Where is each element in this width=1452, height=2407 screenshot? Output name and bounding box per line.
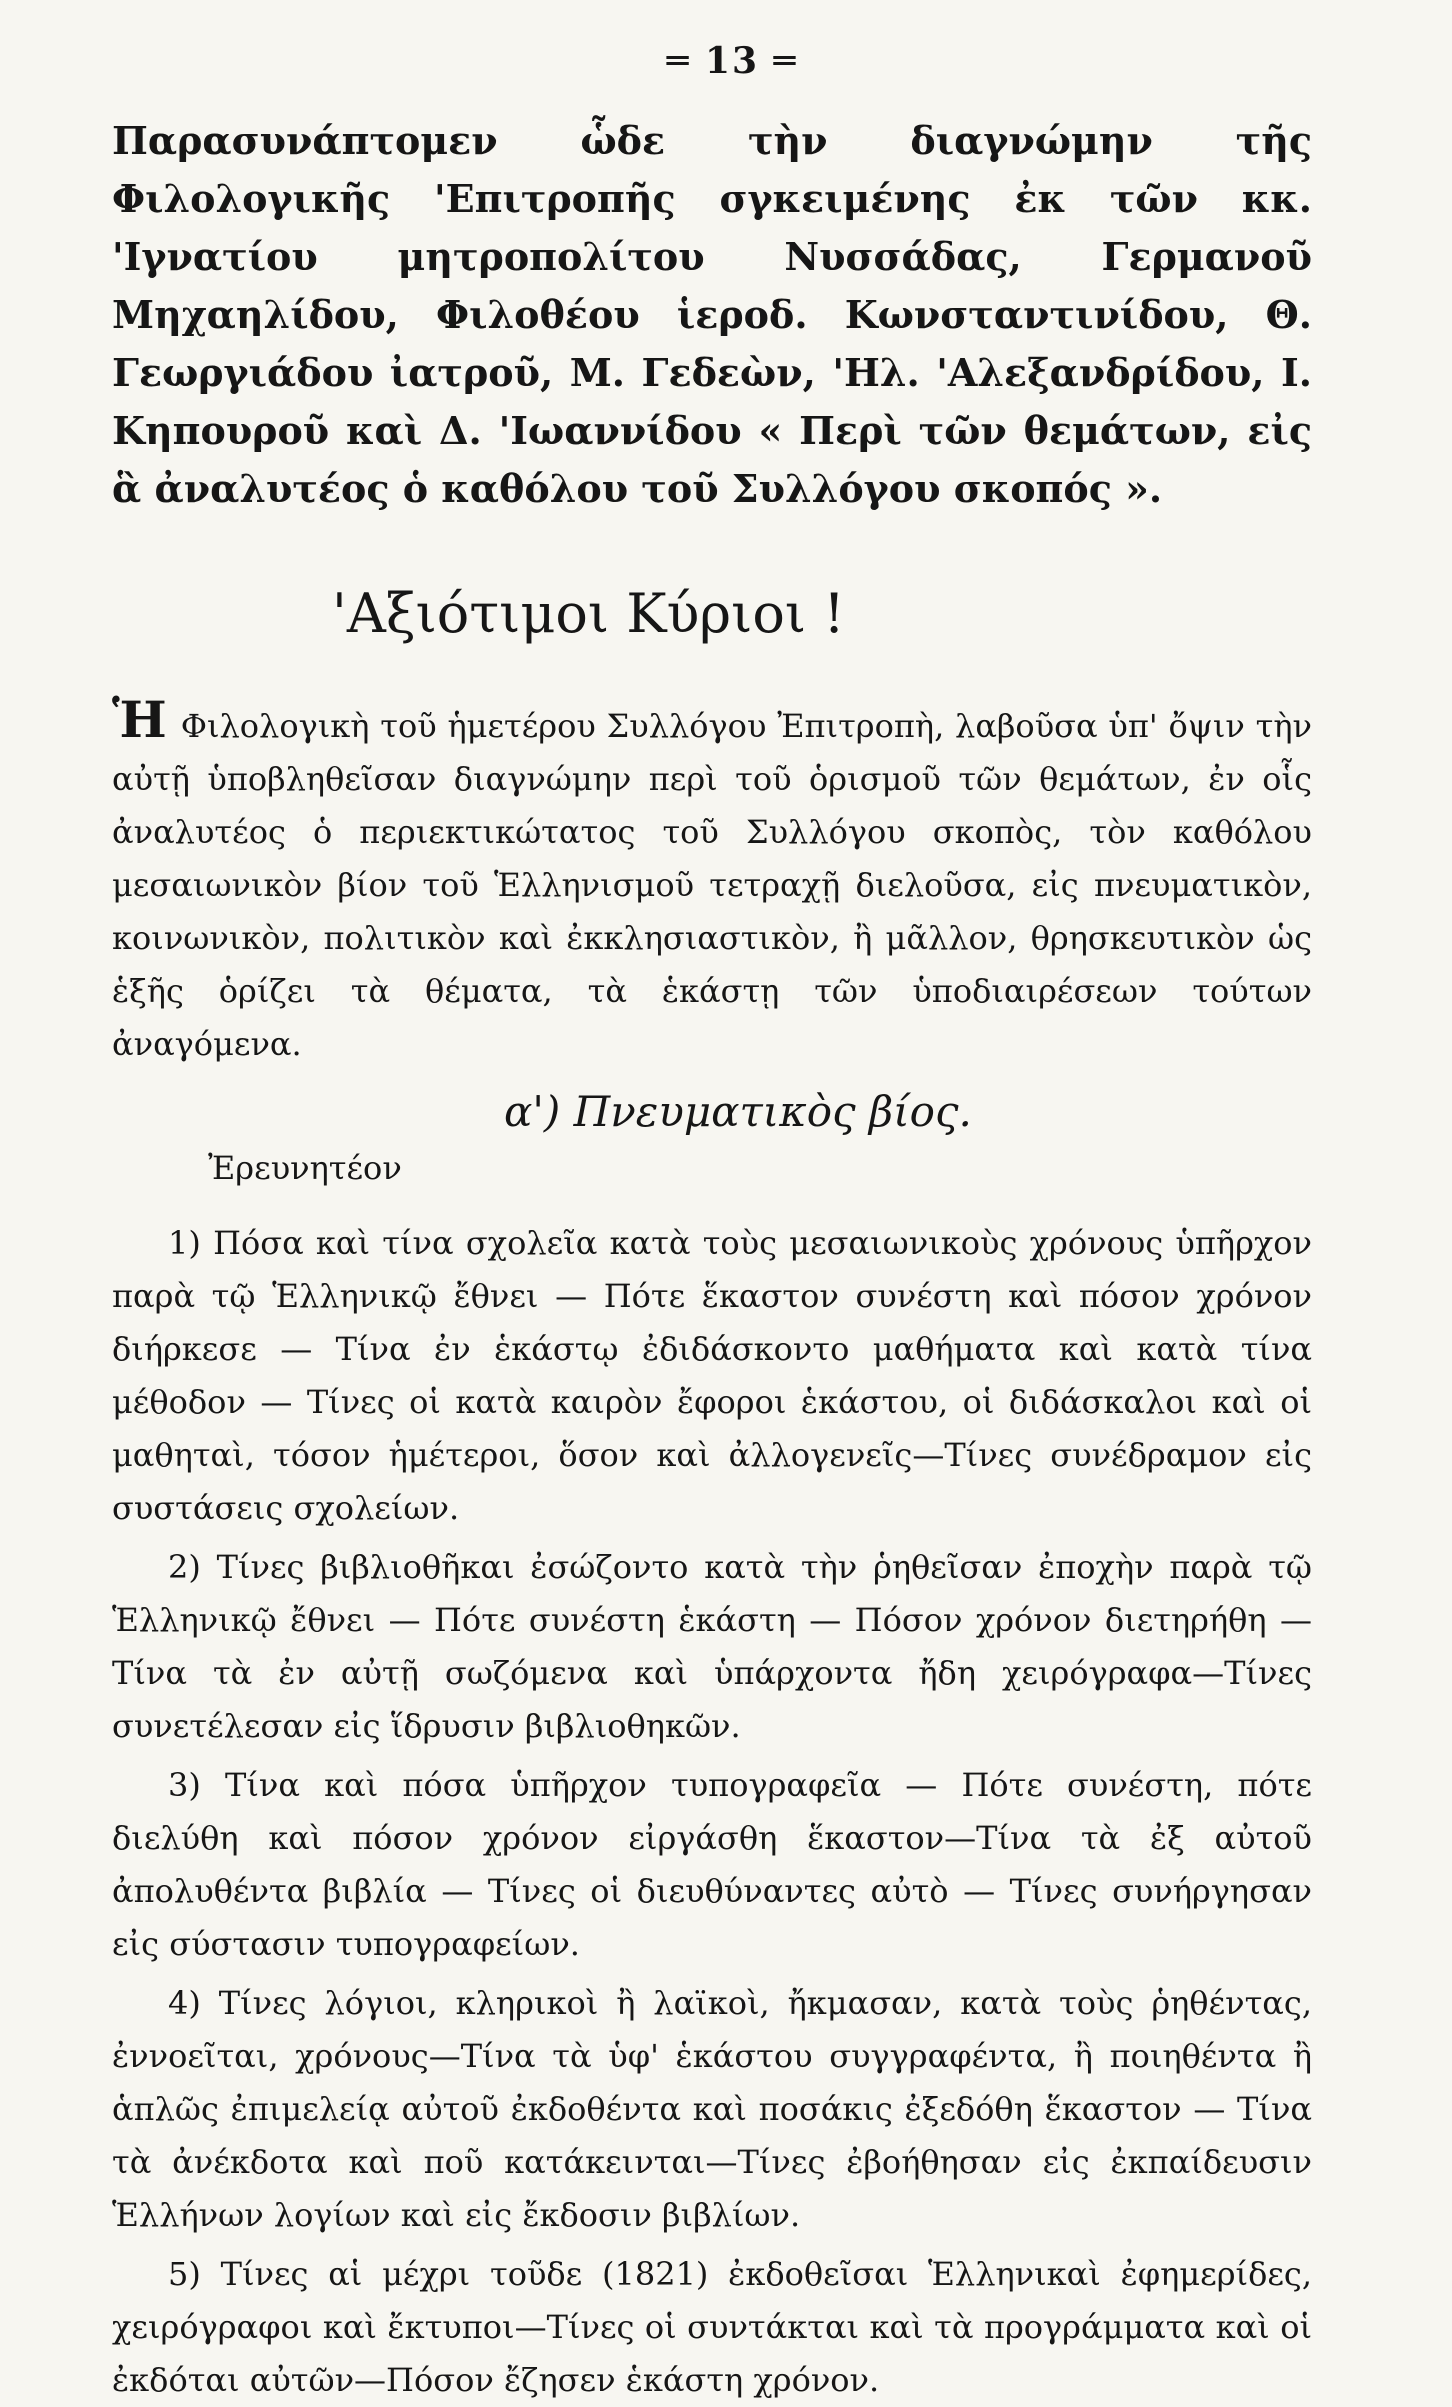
page-number: ═ 13 ═ bbox=[666, 40, 798, 82]
document-body bbox=[112, 690, 1312, 2407]
drop-cap: Ἡ bbox=[112, 690, 167, 749]
numbered-item: 4) Τίνες λόγιοι, κληρικοὶ ἢ λαϊκοὶ, ἤκμασαν, κατὰ τοὺς ῥηθέντας, ἐννοεῖται, χρόνους—Τίνα τὰ ὑφ' ἑκάστου συγγραφέντα, ἢ ποιηθέντα ἢ ἁπλῶς ἐπιμελείᾳ αὐτοῦ ἐκδοθέντα καὶ ποσάκις ἐξεδόθη ἕκαστον — Τίνα τὰ ἀνέκδοτα καὶ ποῦ κατάκεινται—Τίνες ἐβοήθησαν εἰς ἐκπαίδευσιν Ἑλλήνων λογίων καὶ εἰς ἔκδοσιν βιβλίων. bbox=[112, 1984, 1312, 2234]
section-heading: α') Πνευματικὸς βίος. bbox=[504, 1087, 972, 1136]
numbered-item: 3) Τίνα καὶ πόσα ὑπῆρχον τυπογραφεῖα — Πότε συνέστη, πότε διελύθη καὶ πόσον χρόνον εἰργάσθη ἕκαστον—Τίνα τὰ ἐξ αὐτοῦ ἀπολυθέντα βιβλία — Τίνες οἱ διευθύναντες αὐτὸ — Τίνες συνήργησαν εἰς σύστασιν τυπογραφείων. bbox=[112, 1766, 1312, 1963]
intro-paragraph bbox=[112, 690, 1312, 1071]
intro-text: Φιλολογικὴ τοῦ ἡμετέρου Συλλόγου Ἐπιτροπὴ, λαβοῦσα ὑπ' ὄψιν τὴν αὐτῇ ὑποβληθεῖσαν διαγνώμην περὶ τοῦ ὁρισμοῦ τῶν θεμάτων, ἐν οἷς ἀναλυτέος ὁ περιεκτικώτατος τοῦ Συλλόγου σκοπὸς, τὸν καθόλου μεσαιωνικὸν βίον τοῦ Ἑλληνισμοῦ τετραχῇ διελοῦσα, εἰς πνευματικὸν, κοινωνικὸν, πολιτικὸν καὶ ἐκκλησιαστικὸν, ἢ μᾶλλον, θρησκευτικὸν ὡς ἑξῆς ὁρίζει τὰ θέματα, τὰ ἑκάστῃ τῶν ὑποδιαιρέσεων τούτων ἀναγόμενα. bbox=[112, 707, 1312, 1063]
subheading: Ἐρευνητέον bbox=[208, 1149, 402, 1187]
numbered-item: 5) Τίνες αἱ μέχρι τοῦδε (1821) ἐκδοθεῖσαι Ἑλληνικαὶ ἐφημερίδες, χειρόγραφοι καὶ ἔκτυποι—Τίνες οἱ συντάκται καὶ τὰ προγράμματα καὶ οἱ ἐκδόται αὐτῶν—Πόσον ἔζησεν ἑκάστη χρόνον. bbox=[112, 2255, 1312, 2399]
numbered-item: 2) Τίνες βιβλιοθῆκαι ἐσώζοντο κατὰ τὴν ῥηθεῖσαν ἐποχὴν παρὰ τῷ Ἑλληνικῷ ἔθνει — Πότε συνέστη ἑκάστη — Πόσον χρόνον διετηρήθη — Τίνα τὰ ἐν αὐτῇ σωζόμενα καὶ ὑπάρχοντα ἤδη χειρόγραφα—Τίνες συνετέλεσαν εἰς ἵδρυσιν βιβλιοθηκῶν. bbox=[112, 1548, 1312, 1745]
numbered-item: 1) Πόσα καὶ τίνα σχολεῖα κατὰ τοὺς μεσαιωνικοὺς χρόνους ὑπῆρχον παρὰ τῷ Ἑλληνικῷ ἔθνει — Πότε ἕκαστον συνέστη καὶ πόσον χρόνον διήρκεσε — Τίνα ἐν ἑκάστῳ ἐδιδάσκοντο μαθήματα καὶ κατὰ τίνα μέθοδον — Τίνες οἱ κατὰ καιρὸν ἔφοροι ἑκάστου, οἱ διδάσκαλοι καὶ οἱ μαθηταὶ, τόσον ἡμέτεροι, ὅσον καὶ ἀλλογενεῖς—Τίνες συνέδραμον εἰς συστάσεις σχολείων. bbox=[112, 1224, 1312, 1527]
salutation: 'Αξιότιμοι Κύριοι ! bbox=[332, 582, 845, 645]
preamble bbox=[112, 112, 1312, 518]
preamble-paragraph: Παρασυνάπτομεν ὧδε τὴν διαγνώμην τῆς Φιλολογικῆς 'Επιτροπῆς σγκειμένης ἐκ τῶν κκ. 'Ιγνατίου μητροπολίτου Νυσσάδας, Γερμανοῦ Μηχαηλίδου, Φιλοθέου ἱεροδ. Κωνσταντινίδου, Θ. Γεωργιάδου ἰατροῦ, Μ. Γεδεὼν, 'Ηλ. 'Αλεξανδρίδου, Ι. Κηπουροῦ καὶ Δ. 'Ιωαννίδου « Περὶ τῶν θεμάτων, εἰς ἃ ἀναλυτέος ὁ καθόλου τοῦ Συλλόγου σκοπός ». bbox=[112, 118, 1312, 511]
